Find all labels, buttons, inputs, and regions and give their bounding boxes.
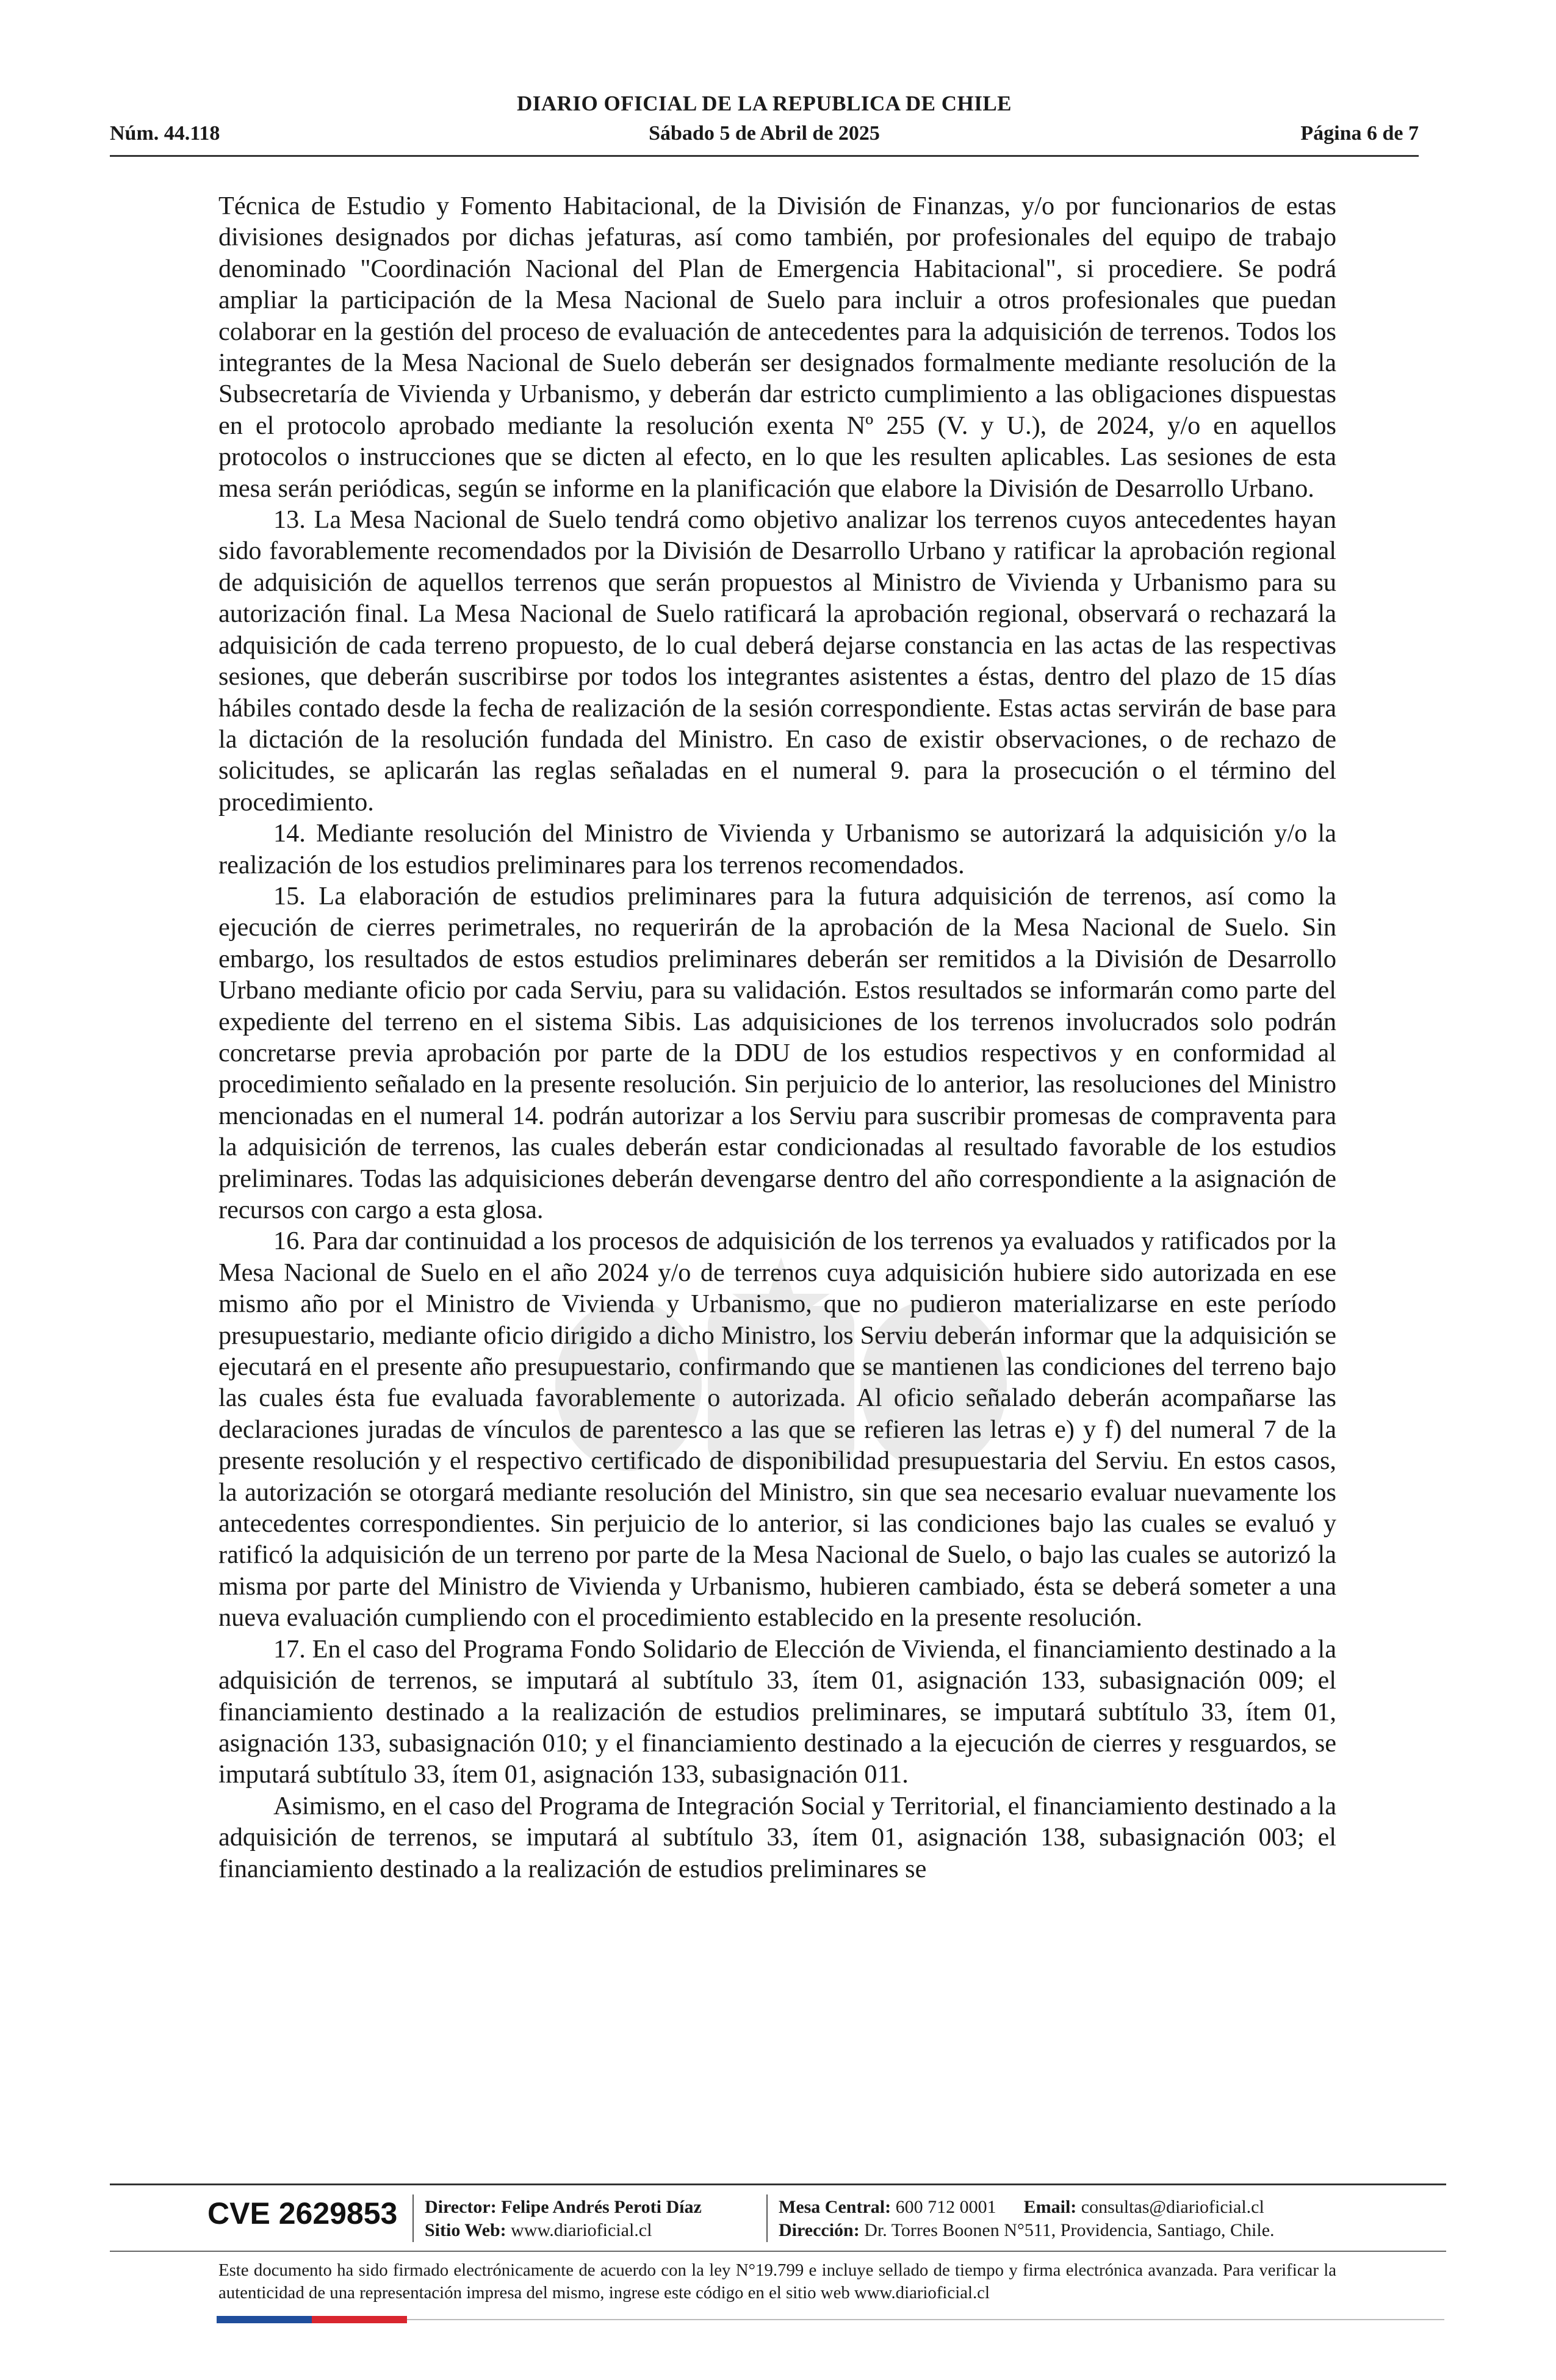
paragraph: Técnica de Estudio y Fomento Habitacional, de la División de Finanzas, y/o por funcionarios de estas divisiones designados por dichas jefaturas, así como también, por profesionales del equipo de trabajo denominado "Coordinación Nacional del Plan de Emergencia Habitacional", si procediere. Se podrá ampliar la participación de la Mesa Nacional de Suelo para incluir a otros profesionales que puedan colaborar en la gestión del proceso de evaluación de antecedentes para la adquisición de terrenos. Todos los integrantes de la Mesa Nacional de Suelo deberán ser designados formalmente mediante resolución de la Subsecretaría de Vivienda y Urbanismo, y deberán dar estricto cumplimiento a las obligaciones dispuestas en el protocolo aprobado mediante la resolución exenta Nº 255 (V. y U.), de 2024, y/o en aquellos protocolos o instrucciones que se dicten al efecto, en lo que les resulten aplicables. Las sesiones de esta mesa serán periódicas, según se informe en la planificación que elabore la División de Desarrollo Urbano. xyxy=(218,192,1336,503)
mesa-label: Mesa Central: xyxy=(779,2197,891,2217)
address-value: Dr. Torres Boonen N°511, Providencia, Santiago, Chile. xyxy=(864,2220,1275,2240)
paragraph-numeral-17: 17. En el caso del Programa Fondo Solidario de Elección de Vivienda, el financiamiento destinado a la adquisición de terrenos, se imputará al subtítulo 33, ítem 01, asignación 133, subasignación 009; el financiamiento destinado a la realización de estudios preliminares, se imputará subtítulo 33, ítem 01, asignación 133, subasignación 010; y el financiamiento destinado a la ejecución de cierres y resguardos, se imputará subtítulo 33, ítem 01, asignación 133, subasignación 011. xyxy=(218,1634,1336,1789)
footer-divider xyxy=(110,2183,1446,2185)
flag-color-bar xyxy=(217,2316,407,2323)
cve-code: CVE 2629853 xyxy=(207,2196,398,2230)
page-number: Página 6 de 7 xyxy=(1300,122,1419,145)
paragraph-numeral-16: 16. Para dar continuidad a los procesos de adquisición de los terrenos ya evaluados y ratificados por la Mesa Nacional de Suelo en el año 2024 y/o de terrenos cuya adquisición hubiere sido autorizada en ese mismo año por el Ministro de Vivienda y Urbanismo, que no pudieron materializarse en este período presupuestario, mediante oficio dirigido a dicho Ministro, los Serviu deberán informar que la adquisición se ejecutará en el presente año presupuestario, confirmando que se mantienen las condiciones del terreno bajo las cuales ésta fue evaluada favorablemente o autorizada. Al oficio señalado deberán acompañarse las declaraciones juradas de vínculos de parentesco a las que se refieren las letras e) y f) del numeral 7 de la presente resolución y el respectivo certificado de disponibilidad presupuestaria del Serviu. En estos casos, la autorización se otorgará mediante resolución del Ministro, sin que sea necesario evaluar nuevamente los antecedentes correspondientes. Sin perjuicio de lo anterior, si las condiciones bajo las cuales se evaluó y ratificó la adquisición de un terreno por parte de la Mesa Nacional de Suelo, o bajo las cuales se autorizó la misma por parte del Ministro de Vivienda y Urbanismo, hubieren cambiado, ésta se deberá someter a una nueva evaluación cumpliendo con el procedimiento establecido en la presente resolución. xyxy=(218,1227,1336,1632)
footer-separator xyxy=(766,2194,768,2242)
paragraph: Asimismo, en el caso del Programa de Integración Social y Territorial, el financiamiento destinado a la adquisición de terrenos, se imputará al subtítulo 33, ítem 01, asignación 138, subasignación 003; el financiamiento destinado a la realización de estudios preliminares se xyxy=(218,1791,1336,1883)
director-label: Director: xyxy=(425,2197,497,2217)
footer-contact-block xyxy=(779,2196,1275,2242)
flag-red-segment xyxy=(312,2316,407,2323)
footer-separator xyxy=(412,2194,414,2242)
web-label: Sitio Web: xyxy=(425,2220,506,2240)
paragraph-numeral-13: 13. La Mesa Nacional de Suelo tendrá como objetivo analizar los terrenos cuyos antecedentes hayan sido favorablemente recomendados por la División de Desarrollo Urbano y ratificar la aprobación regional de adquisición de aquellos terrenos que serán propuestos al Ministro de Vivienda y Urbanismo para su autorización final. La Mesa Nacional de Suelo ratificará la aprobación regional, observará o rechazará la adquisición de cada terreno propuesto, de lo cual deberá dejarse constancia en las actas de las respectivas sesiones, que deberán suscribirse por todos los integrantes asistentes a éstas, dentro del plazo de 15 días hábiles contado desde la fecha de realización de la sesión correspondiente. Estas actas servirán de base para la dictación de la resolución fundada del Ministro. En caso de existir observaciones, o de rechazo de solicitudes, se aplicarán las reglas señaladas en el numeral 9. para la prosecución o el término del procedimiento. xyxy=(218,505,1336,817)
paragraph-numeral-15: 15. La elaboración de estudios preliminares para la futura adquisición de terrenos, así como la ejecución de cierres perimetrales, no requerirán de la aprobación de la Mesa Nacional de Suelo. Sin embargo, los resultados de estos estudios preliminares deberán ser remitidos a la División de Desarrollo Urbano mediante oficio por cada Serviu, para su validación. Estos resultados se informarán como parte del expediente del terreno en el sistema Sibis. Las adquisiciones de los terrenos involucrados solo podrán concretarse previa aprobación por parte de la DDU de los estudios respectivos y en conformidad al procedimiento señalado en la presente resolución. Sin perjuicio de lo anterior, las resoluciones del Ministro mencionadas en el numeral 14. podrán autorizar a los Serviu para suscribir promesas de compraventa para la adquisición de terrenos, las cuales deberán estar condicionadas al resultado favorable de los estudios preliminares. Todas las adquisiciones deberán devengarse dentro del año correspondiente a la asignación de recursos con cargo a esta glosa. xyxy=(218,881,1336,1224)
issue-number: Núm. 44.118 xyxy=(110,122,220,145)
address-label: Dirección: xyxy=(779,2220,860,2240)
flag-line xyxy=(407,2319,1444,2320)
director-name: Felipe Andrés Peroti Díaz xyxy=(501,2197,702,2217)
header-divider xyxy=(110,155,1419,157)
footer-director-block xyxy=(425,2196,702,2242)
footer-divider-lower xyxy=(110,2251,1446,2252)
publication-title: DIARIO OFICIAL DE LA REPUBLICA DE CHILE xyxy=(516,92,1012,115)
issue-date: Sábado 5 de Abril de 2025 xyxy=(649,122,880,145)
legal-notice: Este documento ha sido firmado electrónicamente de acuerdo con la ley N°19.799 e incluye sellado de tiempo y firma electrónica avanzada. Para verificar la autenticidad de una representación impresa del mismo, ingrese este código en el sitio web www.diarioficial.cl xyxy=(218,2260,1336,2302)
paragraph-numeral-14: 14. Mediante resolución del Ministro de Vivienda y Urbanismo se autorizará la adquisición y/o la realización de los estudios preliminares para los terrenos recomendados. xyxy=(218,819,1336,879)
email-label: Email: xyxy=(1023,2197,1077,2217)
page-header xyxy=(110,92,1419,159)
web-link[interactable]: www.diarioficial.cl xyxy=(511,2220,652,2240)
document-body xyxy=(218,190,1336,2119)
mesa-value: 600 712 0001 xyxy=(895,2197,996,2217)
email-link[interactable]: consultas@diarioficial.cl xyxy=(1081,2197,1264,2217)
flag-blue-segment xyxy=(217,2316,312,2323)
